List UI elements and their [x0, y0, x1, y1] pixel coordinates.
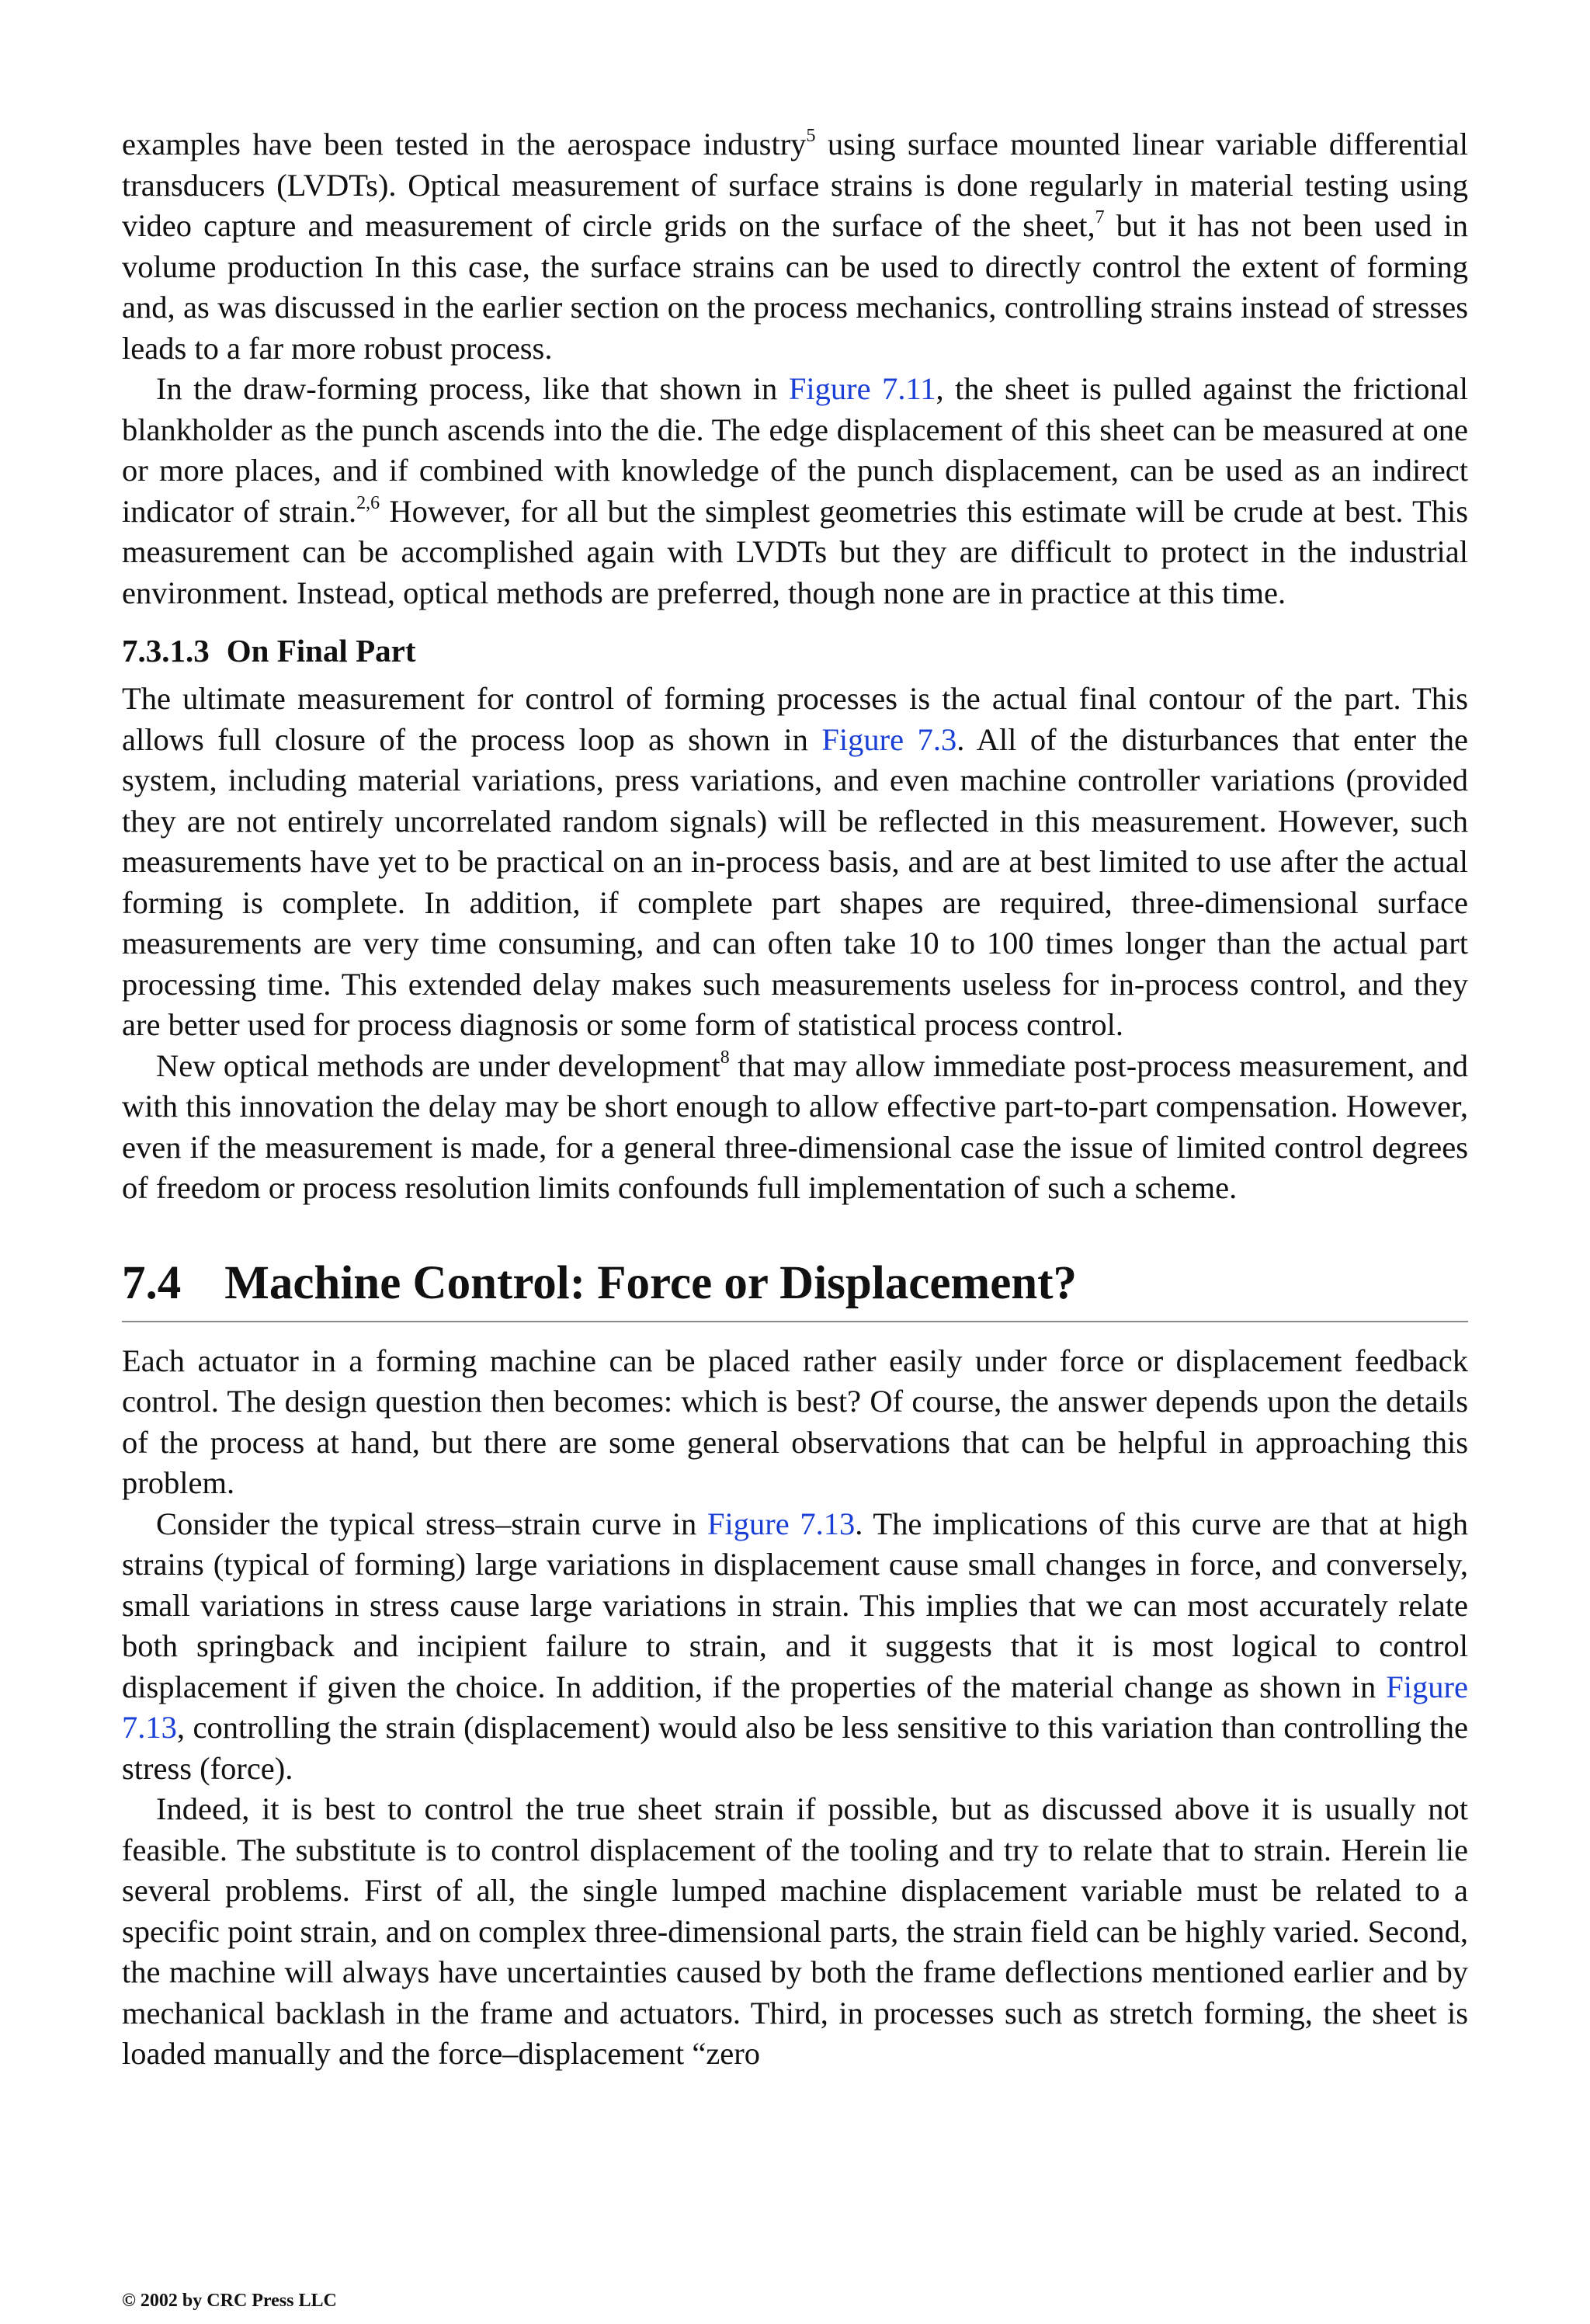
paragraph-6 — [122, 1504, 1468, 1790]
section-number: 7.4 — [122, 1256, 182, 1309]
figure-link-7-13[interactable]: Figure 7.13 — [122, 1669, 1468, 1745]
subsection-number: 7.3.1.3 — [122, 633, 210, 669]
figure-link-7-13[interactable]: Figure 7.13 — [706, 1506, 856, 1541]
copyright-footer: © 2002 by CRC Press LLC — [122, 2291, 337, 2311]
text: Indeed, it is best to control the true sheet strain if possible, but as discussed above it is usually not feasible. The substitute is to control displacement of the tooling and try to relate that to strain. Herein lie several problems. First of all, the single lumped machine displacement variable must be related to a specific point strain, and on complex three-dimensional parts, the strain field can be highly varied. Second, the machine will always have uncertainties caused by both the frame deflections mentioned earlier and by mechanical backlash in the frame and actuators. Third, in processes such as stretch forming, the sheet is loaded manually and the force–displacement “zero — [122, 1791, 1468, 2071]
footnote-ref[interactable]: 2,6 — [356, 492, 380, 513]
figure-link-7-11[interactable]: Figure 7.11 — [788, 371, 936, 406]
text: Each actuator in a forming machine can be placed rather easily under force or displacement feedback control. The design question then becomes: which is best? Of course, the answer depends upon the details of the process at hand, but there are some general observations that can be helpful in approaching this problem. — [122, 1343, 1468, 1500]
footnote-ref[interactable]: 7 — [1095, 207, 1105, 228]
paragraph-7 — [122, 1789, 1468, 2075]
text: examples have been tested in the aerospace industry — [122, 127, 807, 162]
text: Consider the typical stress–strain curve in — [156, 1506, 707, 1541]
figure-link-7-3[interactable]: Figure 7.3 — [821, 721, 957, 757]
text: The ultimate measurement for control of forming processes is the actual final contour of the part. This allows full closure of the process loop as shown in — [122, 681, 1468, 757]
text: . All of the disturbances that enter the system, including material variations, press variations, and even machine controller variations (provided they are not entirely uncorrelated random signals) will be reflected in this measurement. However, such measurements have yet to be practical on an in-process basis, and are at best limited to use after the actual forming is complete. In addition, if complete part shapes are required, three-dimensional surface measurements are very time consuming, and can often take 10 to 100 times longer than the actual part processing time. This extended delay makes such measurements useless for in-process control, and they are better used for process diagnosis or some form of statistical process control. — [122, 721, 1468, 1042]
text: In the draw-forming process, like that shown in — [156, 371, 789, 406]
footnote-ref[interactable]: 5 — [806, 126, 816, 146]
paragraph-5 — [122, 1341, 1468, 1504]
text: New optical methods are under development — [156, 1047, 720, 1083]
text: , the sheet is pulled against the frictional blankholder as the punch ascends into the die. The edge displacement of this sheet can be measured at one or more places, and if combined with knowledge of the punch displacement, can be used as an indirect indicator of strain. — [122, 371, 1468, 529]
subsection-title: On Final Part — [226, 633, 416, 669]
section-title: Machine Control: Force or Displacement? — [224, 1256, 1078, 1309]
text: using surface mounted linear variable differential transducers (LVDTs). Optical measurement of surface strains is done regularly in material testing using video capture and measurement of circle grids on the surface of the sheet, — [122, 127, 1468, 243]
page-content — [122, 124, 1468, 2075]
text: . The implications of this curve are that at high strains (typical of forming) large variations in displacement cause small changes in force, and conversely, small variations in stress cause large variations in strain. This implies that we can most accurately relate both springback and incipient failure to strain, and it suggests that it is most logical to control displacement if given the choice. In addition, if the properties of the material change as shown in — [122, 1506, 1468, 1704]
paragraph-4 — [122, 1046, 1468, 1209]
text: but it has not been used in volume production In this case, the surface strains can be used to directly control the extent of forming and, as was discussed in the earlier section on the process mechanics, controlling strains instead of stresses leads to a far more robust process. — [122, 208, 1468, 366]
text: that may allow immediate post-process measurement, and with this innovation the delay may be short enough to allow effective part-to-part compensation. However, even if the measurement is made, for a general three-dimensional case the issue of limited control degrees of freedom or process resolution limits confounds full implementation of such a scheme. — [122, 1047, 1468, 1205]
subsection-heading — [122, 631, 1468, 671]
footnote-ref[interactable]: 8 — [720, 1047, 730, 1068]
text: , controlling the strain (displacement) would also be less sensitive to this variation than controlling the stress (force). — [122, 1710, 1468, 1786]
section-heading — [122, 1254, 1468, 1322]
paragraph-2 — [122, 369, 1468, 613]
text: However, for all but the simplest geometries this estimate will be crude at best. This measurement can be accomplished again with LVDTs but they are difficult to protect in the industrial environment. Instead, optical methods are preferred, though none are in practice at this time. — [122, 493, 1468, 610]
paragraph-3 — [122, 679, 1468, 1046]
paragraph-1 — [122, 124, 1468, 369]
